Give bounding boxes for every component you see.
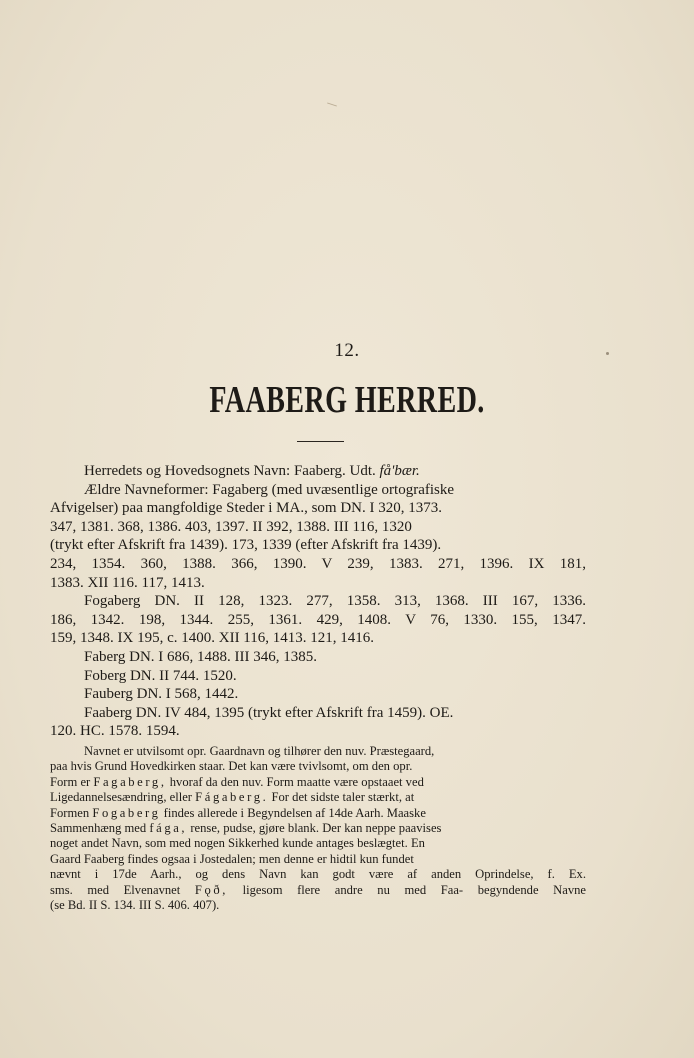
chapter-number: 12. (334, 340, 360, 361)
text-line: 120. HC. 1578. 1594. (50, 723, 180, 740)
pronunciation: få'bær. (379, 463, 420, 479)
commentary-line: nævnt i 17de Aarh., og dens Navn kan godt være af anden Oprindelse, f. Ex. (50, 867, 586, 882)
name-form: fága, (149, 820, 188, 835)
section-title: FAABERG HERRED. (209, 379, 485, 421)
text-line: 234, 1354. 360, 1388. 366, 1390. V 239, 1383. 271, 1396. IX 181, (50, 555, 586, 572)
name-form: Fágaberg. (195, 790, 269, 805)
text-line: Fogaberg DN. II 128, 1323. 277, 1358. 313, 1368. III 167, 1336. (84, 593, 586, 610)
commentary-paragraph (50, 744, 586, 913)
commentary-line: paa hvis Grund Hovedkirken staar. Det kan være tvivlsomt, om den opr. (50, 759, 413, 774)
faberg-line: Faberg DN. I 686, 1488. III 346, 1385. (84, 648, 318, 665)
commentary-fragment: Sammenhæng med (50, 820, 147, 835)
commentary-line: noget andet Navn, som med nogen Sikkerhed kunde antages beslægtet. En (50, 836, 425, 851)
commentary-line: Navnet er utvilsomt opr. Gaardnavn og tilhører den nuv. Præstegaard, (84, 743, 435, 758)
text-line: Afvigelser) paa mangfoldige Steder i MA., som DN. I 320, 1373. (50, 500, 443, 517)
commentary-line (50, 821, 586, 836)
commentary-fragment: Formen (50, 805, 90, 820)
commentary-line (50, 790, 586, 805)
title-divider (297, 441, 344, 442)
commentary-fragment: hvoraf da den nuv. Form maatte være opstaaet ved (169, 774, 424, 789)
text-line: 1383. XII 116. 117, 1413. (50, 574, 205, 591)
commentary-fragment: ligesom flere andre nu med Faa- begyndende Navne (242, 882, 587, 897)
fauberg-line: Fauberg DN. I 568, 1442. (84, 686, 239, 703)
commentary-fragment: Form er (50, 774, 91, 789)
commentary-line (50, 883, 586, 898)
commentary-fragment: Ligedannelsesændring, eller (50, 790, 192, 805)
name-form: Fǫð, (194, 882, 229, 897)
names-paragraph (50, 462, 586, 592)
fogaberg-paragraph (50, 592, 586, 648)
names-line-prefix: Herredets og Hovedsognets Navn: Faaberg. Udt. (84, 463, 376, 479)
bleed-through-text (300, 40, 600, 280)
text-line: (trykt efter Afskrift fra 1439). 173, 1339 (efter Afskrift fra 1439). (50, 537, 442, 554)
commentary-fragment: findes allerede i Begyndelsen af 14de Aarh. Maaske (163, 805, 426, 820)
paper-mark (327, 102, 337, 106)
name-form: Fagaberg, (93, 774, 167, 789)
commentary-line: (se Bd. II S. 134. III S. 406. 407). (50, 897, 220, 912)
foberg-line: Foberg DN. II 744. 1520. (84, 667, 237, 684)
name-form: Fogaberg (92, 805, 161, 820)
pronunciation-line (50, 462, 586, 481)
variant-forms (50, 648, 586, 741)
body-text (50, 462, 586, 913)
commentary-fragment: sms. med Elvenavnet (50, 882, 181, 897)
text-line: 186, 1342. 198, 1344. 255, 1361. 429, 1408. V 76, 1330. 155, 1347. (50, 611, 586, 628)
commentary-fragment: For det sidste taler stærkt, at (271, 790, 415, 805)
commentary-line (50, 775, 586, 790)
text-line: 347, 1381. 368, 1386. 403, 1397. II 392, 1388. III 116, 1320 (50, 518, 412, 535)
commentary-line: Gaard Faaberg findes ogsaa i Jostedalen; men denne er hidtil kun fundet (50, 851, 414, 866)
commentary-fragment: rense, pudse, gjøre blank. Der kan neppe paavises (190, 820, 442, 835)
text-line: 159, 1348. IX 195, c. 1400. XII 116, 1413. 121, 1416. (50, 630, 375, 647)
text-line: Ældre Navneformer: Fagaberg (med uvæsentlige ortografiske (84, 481, 455, 498)
text-line: Faaberg DN. IV 484, 1395 (trykt efter Afskrift fra 1459). OE. (84, 704, 454, 721)
commentary-line (50, 806, 586, 821)
